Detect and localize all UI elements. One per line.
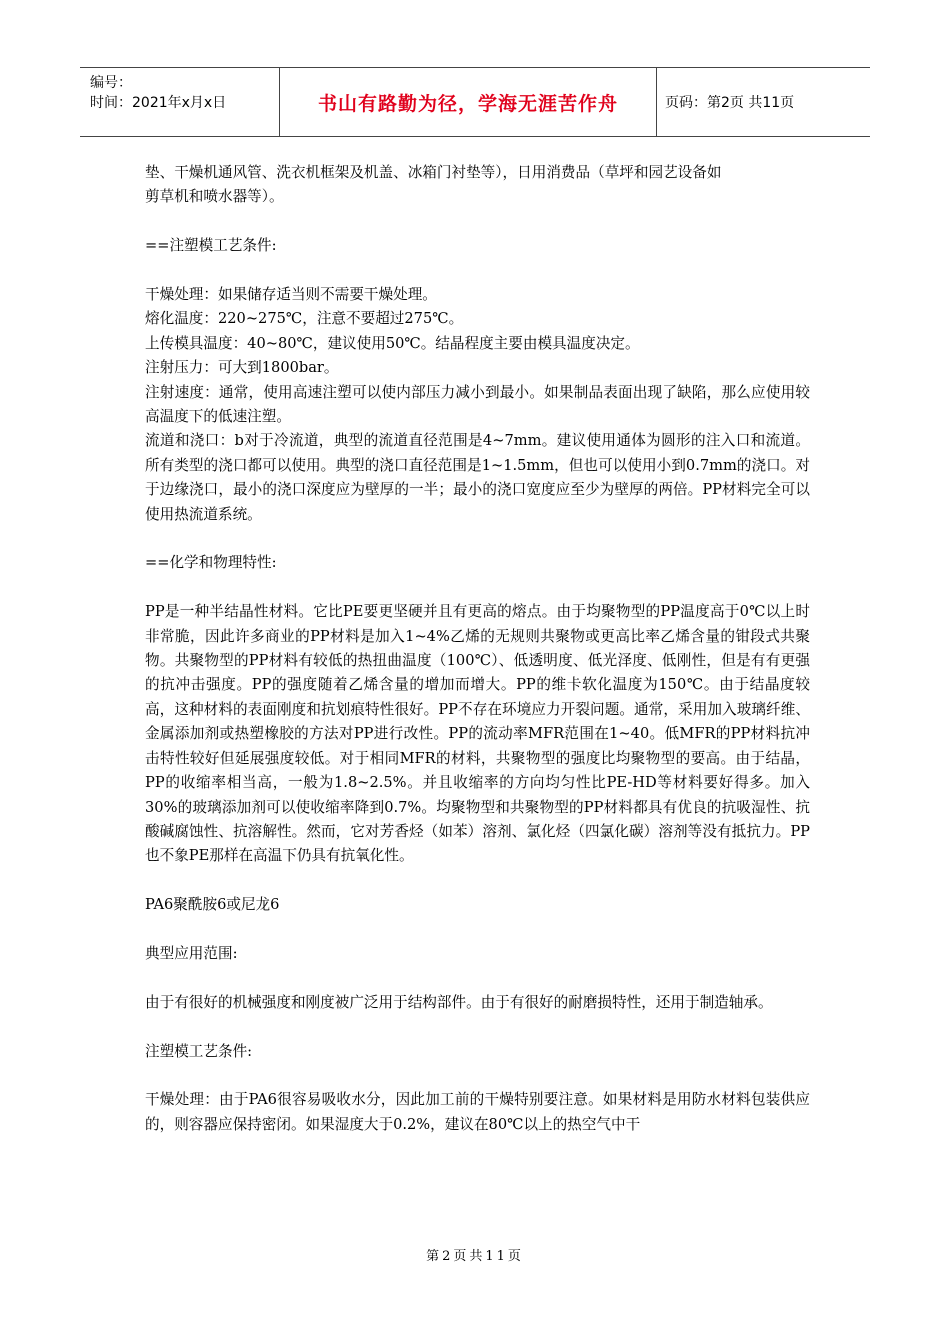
document-body [145,161,810,1137]
paragraph: 垫、干燥机通风管、洗衣机框架及机盖、冰箱门衬垫等），日用消费品（草坪和园艺设备如 [145,164,722,181]
paragraph: PP是一种半结晶性材料。它比PE要更坚硬并且有更高的熔点。由于均聚物型的PP温度高于0℃以上时非常脆，因此许多商业的PP材料是加入1~4%乙烯的无规则共聚物或更高比率乙烯含量的钳段式共聚物。共聚物型的PP材料有较低的热扭曲温度（100℃）、低透明度、低光泽度、低刚性，但是有有更强的抗冲击强度。PP的强度随着乙烯含量的增加而增大。PP的维卡软化温度为150℃。由于结晶度较高，这种材料的表面刚度和抗划痕特性很好。PP不存在环境应力开裂问题。通常，采用加入玻璃纤维、金属添加剂或热塑橡胶的方法对PP进行改性。PP的流动率MFR范围在1~40。低MFR的PP材料抗冲击特性较好但延展强度较低。对于相同MFR的材料，共聚物型的强度比均聚物型的要高。由于结晶，PP的收缩率相当高，一般为1.8~2.5%。并且收缩率的方向均匀性比PE-HD等材料要好得多。加入30%的玻璃添加剂可以使收缩率降到0.7%。均聚物型和共聚物型的PP材料都具有优良的抗吸湿性、抗酸碱腐蚀性、抗溶解性。然而，它对芳香烃（如苯）溶剂、氯化烃（四氯化碳）溶剂等没有抵抗力。PP也不象PE那样在高温下仍具有抗氧化性。 [145,603,810,865]
doc-date: 时间：2021年x月x日 [90,95,227,111]
paragraph: 熔化温度：220~275℃，注意不要超过275℃。 [145,310,464,328]
paragraph: 流道和浇口：b对于冷流道，典型的流道直径范围是4~7mm。建议使用通体为圆形的注入口和流道。所有类型的浇口都可以使用。典型的浇口直径范围是1~1.5mm，但也可以使用小到0.7mm的浇口。对于边缘浇口，最小的浇口深度应为壁厚的一半；最小的浇口宽度应至少为壁厚的两倍。PP材料完全可以使用热流道系统。 [145,432,810,523]
section-heading: PA6聚酰胺6或尼龙6 [145,896,280,914]
header-meta [80,68,280,136]
paragraph: 上传模具温度：40~80℃，建议使用50℃。结晶程度主要由模具温度决定。 [145,334,640,352]
section-heading: ==注塑模工艺条件: [145,237,277,255]
doc-number-label: 编号： [90,75,132,91]
paragraph: 干燥处理：由于PA6很容易吸收水分，因此加工前的干燥特别要注意。如果材料是用防水材料包装供应的，则容器应保持密闭。如果湿度大于0.2%，建议在80℃以上的热空气中干 [145,1091,810,1133]
page-header [80,67,870,137]
header-motto: 书山有路勤为径，学海无涯苦作舟 [280,68,657,136]
paragraph: 注射压力：可大到1800bar。 [145,359,339,377]
paragraph: 注射速度：通常，使用高速注塑可以使内部压力减小到最小。如果制品表面出现了缺陷，那么应使用较高温度下的低速注塑。 [145,383,810,426]
section-heading: 注塑模工艺条件: [145,1042,253,1060]
page-footer: 第2页共11页 [426,1249,524,1264]
section-heading: 典型应用范围: [145,944,238,962]
header-page-number: 页码：第2页 共11页 [665,95,795,111]
paragraph: 由于有很好的机械强度和刚度被广泛用于结构部件。由于有很好的耐磨损特性，还用于制造轴承。 [145,993,773,1011]
paragraph: 干燥处理：如果储存适当则不需要干燥处理。 [145,286,437,303]
paragraph: 剪草机和喷水器等）。 [145,188,284,206]
section-heading: ==化学和物理特性: [145,554,277,572]
